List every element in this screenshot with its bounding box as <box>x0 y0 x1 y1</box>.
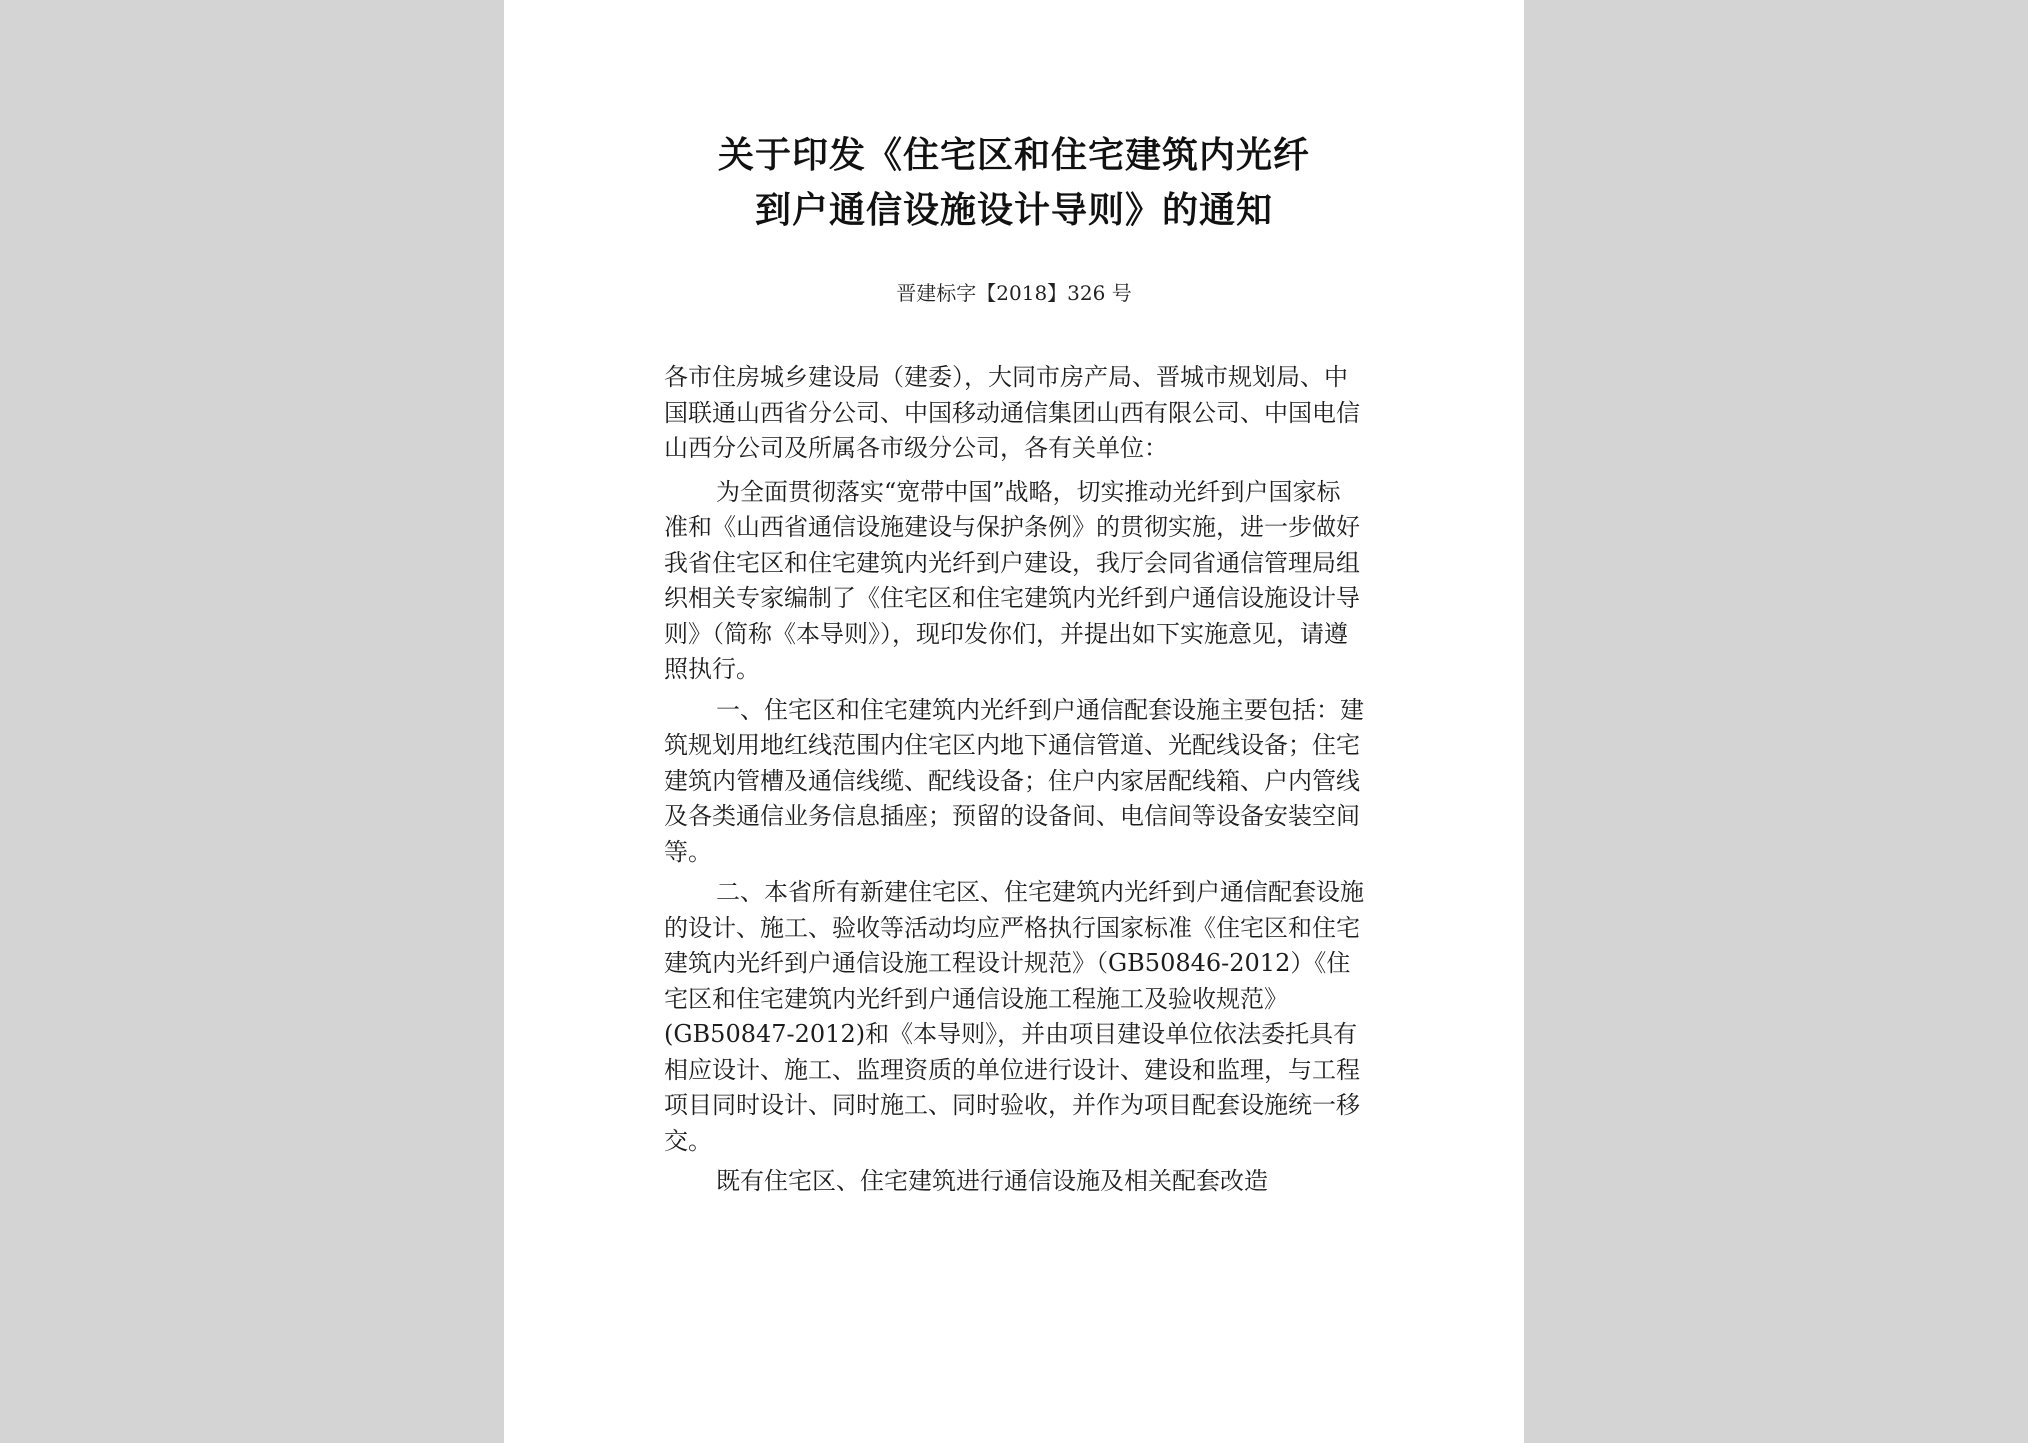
title-line-2: 到户通信设施设计导则》的通知 <box>754 190 1273 231</box>
section-one-paragraph: 一、住宅区和住宅建筑内光纤到户通信配套设施主要包括：建筑规划用地红线范围内住宅区内地下通信管道、光配线设备；住宅建筑内管槽及通信线缆、配线设备；住户内家居配线箱、户内管线及各类通信业务信息插座；预留的设备间、电信间等设备安装空间等。 <box>664 695 1364 866</box>
document-page <box>504 0 1524 1443</box>
addressee-paragraph: 各市住房城乡建设局（建委），大同市房产局、晋城市规划局、中国联通山西省分公司、中国移动通信集团山西有限公司、中国电信山西分公司及所属各市级分公司，各有关单位： <box>664 363 1360 462</box>
intro-paragraph: 为全面贯彻落实“宽带中国”战略，切实推动光纤到户国家标准和《山西省通信设施建设与保护条例》的贯彻实施，进一步做好我省住宅区和住宅建筑内光纤到户建设，我厅会同省通信管理局组织相关专家编制了《住宅区和住宅建筑内光纤到户通信设施设计导则》（简称《本导则》），现印发你们，并提出如下实施意见，请遵照执行。 <box>664 477 1360 683</box>
existing-buildings-paragraph: 既有住宅区、住宅建筑进行通信设施及相关配套改造 <box>716 1167 1268 1195</box>
document-body <box>664 360 1364 1205</box>
section-two-paragraph: 二、本省所有新建住宅区、住宅建筑内光纤到户通信配套设施的设计、施工、验收等活动均应严格执行国家标准《住宅区和住宅建筑内光纤到户通信设施工程设计规范》（GB50846-2012）《住宅区和住宅建筑内光纤到户通信设施工程施工及验收规范》(GB50847-2012)和《本导则》，并由项目建设单位依法委托具有相应设计、施工、监理资质的单位进行设计、建设和监理，与工程项目同时设计、同时施工、同时验收，并作为项目配套设施统一移交。 <box>664 878 1364 1155</box>
document-title <box>504 128 1524 238</box>
document-number: 晋建标字【2018】326 号 <box>896 281 1132 305</box>
title-line-1: 关于印发《住宅区和住宅建筑内光纤 <box>717 135 1310 176</box>
